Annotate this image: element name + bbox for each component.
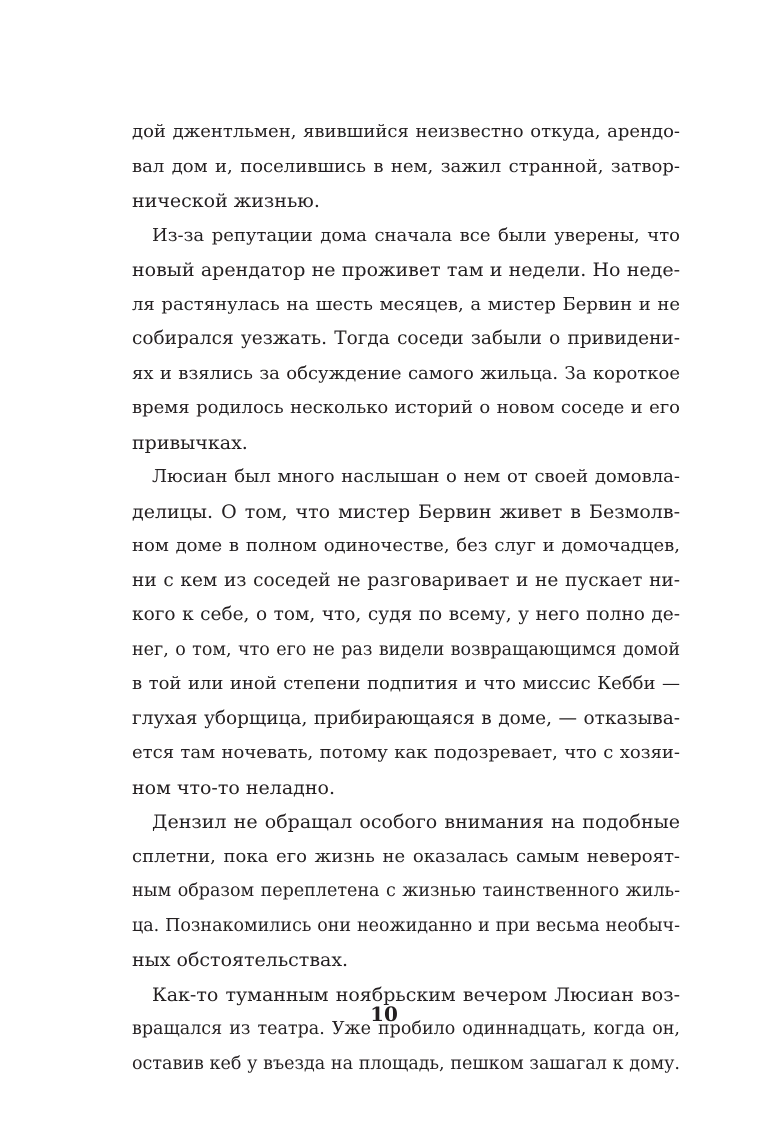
text-line: Как-то туманным ноябрьским вечером Люсиан воз-: [152, 983, 680, 1006]
body-text: [132, 115, 680, 1081]
page-number: 10: [370, 1002, 398, 1026]
paragraph-4: [132, 805, 680, 978]
text-line: новый арендатор не проживет там и недели. Но неде-: [132, 259, 680, 281]
text-line: вращался из театра. Уже пробило одиннадцать, когда он,: [132, 1019, 680, 1039]
text-line: в той или иной степени подпития и что миссис Кебби —: [132, 673, 680, 694]
text-line: ном доме в полном одиночестве, без слуг и домочадцев,: [132, 535, 680, 556]
text-line: привычках.: [132, 431, 248, 454]
text-line: собирался уезжать. Тогда соседи забыли о привидени-: [132, 328, 680, 349]
text-line: оставив кеб у въезда на площадь, пешком зашагал к дому.: [132, 1053, 680, 1074]
text-line: ется там ночевать, потому как подозревает, что с хозяи-: [132, 742, 680, 763]
text-line: дой джентльмен, явившийся неизвестно откуда, арендо-: [132, 121, 680, 142]
text-line: ца. Познакомились они неожиданно и при весьма необыч-: [132, 915, 680, 936]
text-line: нег, о том, что его не раз видели возвращающимся домой: [132, 639, 680, 660]
text-line: сплетни, пока его жизнь не оказалась самым невероят-: [132, 845, 680, 867]
text-line: ных обстоятельствах.: [132, 949, 349, 971]
text-line: ным образом переплетена с жизнью таинственного жиль-: [132, 881, 680, 901]
text-line: Из-за репутации дома сначала все были уверены, что: [152, 224, 680, 246]
text-line: делицы. О том, что мистер Бервин живет в Безмолв-: [132, 500, 680, 523]
text-line: нической жизнью.: [132, 190, 320, 212]
paragraph-2: [132, 219, 680, 461]
text-line: Люсиан был много наслышан о нем от своей домовла-: [152, 466, 680, 487]
text-line: ля растянулась на шесть месяцев, а мистер Бервин и не: [132, 293, 680, 315]
text-line: кого к себе, о том, что, судя по всему, у него полно де-: [132, 604, 680, 625]
text-line: глухая уборщица, прибирающаяся в доме, — отказыва-: [132, 707, 680, 729]
paragraph-1: [132, 115, 680, 219]
paragraph-3: [132, 460, 680, 805]
paragraph-5: [132, 978, 680, 1082]
text-line: Дензил не обращал особого внимания на подобные: [152, 811, 680, 833]
text-line: ном что-то неладно.: [132, 776, 335, 799]
text-line: время родилось несколько историй о новом соседе и его: [132, 397, 680, 418]
text-line: ях и взялись за обсуждение самого жильца. За короткое: [132, 362, 680, 384]
text-line: ни с кем из соседей не разговаривает и не пускает ни-: [132, 569, 680, 591]
text-line: вал дом и, поселившись в нем, зажил странной, затвор-: [132, 155, 680, 177]
